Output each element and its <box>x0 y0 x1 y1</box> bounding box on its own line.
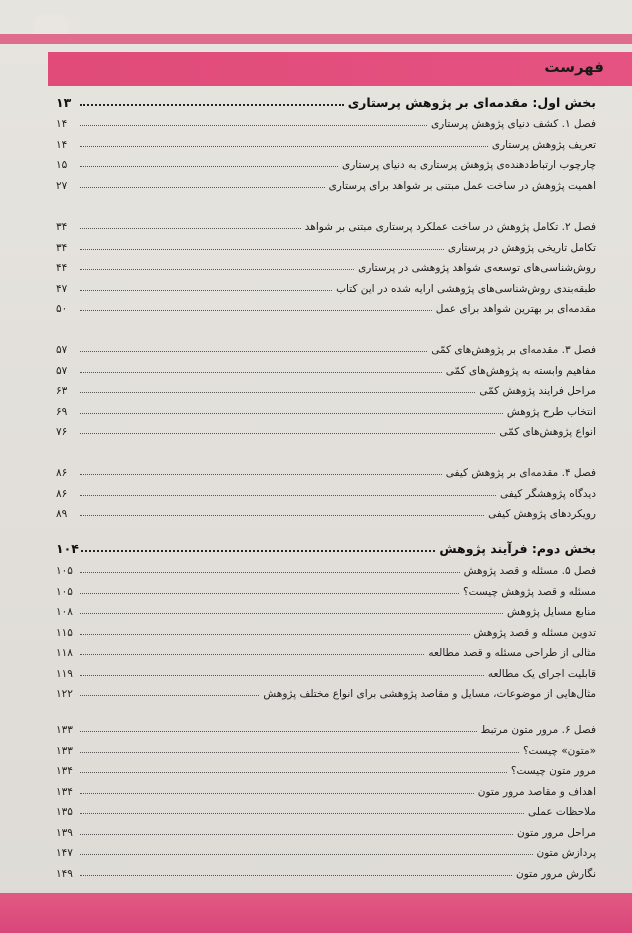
toc-row: تعریف پژوهش پرستاری ۱۴ <box>56 139 596 151</box>
toc-row: مثال‌هایی از موضوعات، مسایل و مقاصد پژوهشی برای انواع مختلف پژوهش ۱۲۲ <box>56 688 596 700</box>
page-title: فهرست <box>544 58 604 76</box>
toc-row: فصل ۱. کشف دنیای پژوهش پرستاری ۱۴ <box>56 118 596 130</box>
toc-row: انواع پژوهش‌های کمّی ۷۶ <box>56 426 596 438</box>
toc-row: قابلیت اجرای یک مطالعه ۱۱۹ <box>56 668 596 680</box>
toc-row: اهداف و مقاصد مرور متون ۱۳۴ <box>56 786 596 798</box>
toc-row: تدوین مسئله و قصد پژوهش ۱۱۵ <box>56 627 596 639</box>
toc-row: بخش دوم: فرآیند پژوهش ۱۰۴ <box>56 541 596 556</box>
toc-row: چارچوب ارتباط‌دهنده‌ی پژوهش پرستاری به دنیای پرستاری ۱۵ <box>56 159 596 171</box>
toc-row: دیدگاه پژوهشگر کیفی ۸۶ <box>56 488 596 500</box>
toc-row: مثالی از طراحی مسئله و قصد مطالعه ۱۱۸ <box>56 647 596 659</box>
toc-row: «متون» چیست؟ ۱۳۳ <box>56 745 596 757</box>
toc-row: پردازش متون ۱۴۷ <box>56 847 596 859</box>
toc-row: اهمیت پژوهش در ساخت عمل مبتنی بر شواهد برای پرستاری ۲۷ <box>56 180 596 192</box>
toc-row: فصل ۳. مقدمه‌ای بر پژوهش‌های کمّی ۵۷ <box>56 344 596 356</box>
toc-row: تکامل تاریخی پژوهش در پرستاری ۳۴ <box>56 242 596 254</box>
toc-row: مراحل مرور متون ۱۳۹ <box>56 827 596 839</box>
toc-row: بخش اول: مقدمه‌ای بر پژوهش پرستاری ۱۳ <box>56 95 596 110</box>
toc-row: روش‌شناسی‌های توسعه‌ی شواهد پژوهشی در پرستاری ۴۴ <box>56 262 596 274</box>
toc-row: ملاحظات عملی ۱۳۵ <box>56 806 596 818</box>
toc-row: فصل ۶. مرور متون مرتبط ۱۳۳ <box>56 724 596 736</box>
toc-row: مراحل فرایند پژوهش کمّی ۶۳ <box>56 385 596 397</box>
toc-row: طبقه‌بندی روش‌شناسی‌های پژوهشی ارایه شده در این کتاب ۴۷ <box>56 283 596 295</box>
toc-row: فصل ۴. مقدمه‌ای بر پژوهش کیفی ۸۶ <box>56 467 596 479</box>
header-band <box>48 52 632 86</box>
bottom-accent-bar <box>0 893 632 933</box>
toc-row: مرور متون چیست؟ ۱۳۴ <box>56 765 596 777</box>
toc-row: انتخاب طرح پژوهش ۶۹ <box>56 406 596 418</box>
toc-row: مقدمه‌ای بر بهترین شواهد برای عمل ۵۰ <box>56 303 596 315</box>
toc-row: فصل ۵. مسئله و قصد پژوهش ۱۰۵ <box>56 565 596 577</box>
toc-row: نگارش مرور متون ۱۴۹ <box>56 868 596 880</box>
toc-row: رویکردهای پژوهش کیفی ۸۹ <box>56 508 596 520</box>
toc-row: فصل ۲. تکامل پژوهش در ساخت عملکرد پرستاری مبتنی بر شواهد ۳۴ <box>56 221 596 233</box>
toc-row: منابع مسایل پژوهش ۱۰۸ <box>56 606 596 618</box>
top-tab <box>34 14 68 34</box>
toc-row: مفاهیم وابسته به پژوهش‌های کمّی ۵۷ <box>56 365 596 377</box>
top-accent-bar <box>0 34 632 44</box>
toc-row: مسئله و قصد پژوهش چیست؟ ۱۰۵ <box>56 586 596 598</box>
